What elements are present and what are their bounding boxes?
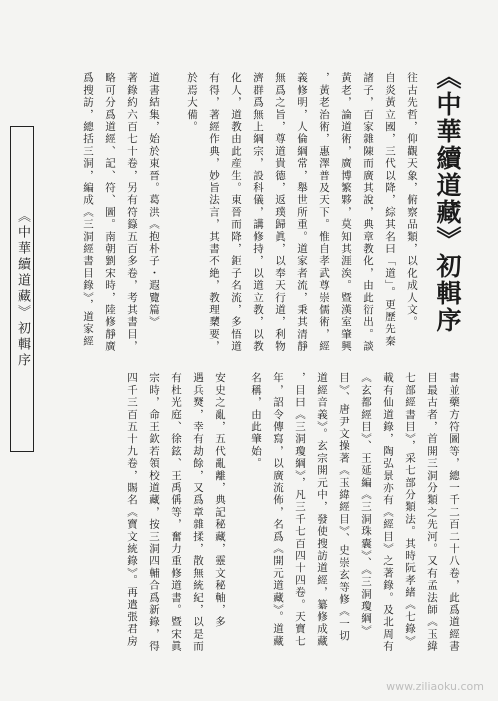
text-column: 道書結集，始於東晉。葛洪《抱朴子・遐覽篇》	[148, 72, 160, 329]
text-column: 自炎黃立國，三代以降，綜其名曰「道」。更歷先秦	[384, 72, 396, 348]
text-column: 於焉大備。	[186, 72, 198, 133]
text-column: 著錄約六百七十卷，另有符籙五百多卷，考其書目，	[126, 72, 138, 353]
text-column: 略可分爲道經、記、符、圖。南朝劉宋時，陸修靜廣	[104, 72, 116, 353]
text-column: 四千三百五十九卷，賜名《寶文統錄》。再遣張君房	[126, 372, 138, 648]
text-column: 諸子，百家雜陳而廣其說，典章教化，由此衍出。談	[362, 72, 374, 353]
text-column: 名稱，由此肇始。	[250, 372, 262, 470]
text-column: 化人，道教由此産生。東晉而降，鉅子名流，多悟道	[230, 72, 242, 353]
text-column: 義修明，人倫綱常，舉世所重。道家者流，秉其清靜	[296, 72, 308, 353]
text-column: 黃老，論道術，廣博繁夥，莫知其涯涘。暨漢室肇興	[340, 72, 352, 353]
text-column: 七部經書目》，采七部分類法。其時阮孝緒《七錄》	[404, 372, 416, 648]
text-column: 目最古者，首開三洞分類之先河。又有孟法師《玉緯	[426, 372, 438, 653]
page-title: 《中華續道藏》初輯序	[433, 64, 462, 334]
watermark: www.ziliaoku.com	[386, 680, 484, 693]
text-column: 往古先哲，仰觀天象，俯察品類，以化成人文。	[406, 72, 418, 329]
text-column: 道經音義》。玄宗開元中，發使搜訪道經，纂修成藏	[316, 372, 328, 648]
text-column: 宗時，命王欽若領校道藏，按三洞四輔合爲新錄，得	[148, 372, 160, 653]
text-column: 目》、唐尹文操著《玉緯經目》、史崇玄等修《一切	[338, 372, 350, 643]
text-column: 《玄都經目》、王延編《三洞珠囊》、《三洞瓊綱》	[360, 372, 372, 637]
text-column: 遇兵燹，幸有劫餘，又爲章雜揉，散無統紀，以是而	[192, 372, 204, 653]
text-column: 安史之亂，五代亂離，典記秘藏，靈文秘軸，多	[214, 372, 226, 629]
text-column: 年，詔令傳寫，以廣流佈，名爲《開元道藏》。道藏	[272, 372, 284, 648]
text-column: 爲搜訪，總括三洞，編成《三洞經書目錄》，道家經	[82, 72, 94, 348]
text-column: 載有仙道錄，陶弘景亦有《經目》之著錄。及北周有	[382, 372, 394, 653]
text-column: 有杜光庭、徐鉉、王禹偁等，奮力重修道書。暨宋眞	[170, 372, 182, 653]
text-column: 有得，著經作典，妙旨法言，其書不絶，教理櫫要，	[208, 72, 220, 353]
text-column: 濟群爲無上綱宗，設科儀，講修持，以道立教，以教	[252, 72, 264, 353]
text-column: 書並藥方符圖等，總一千二百二十八卷，此爲道經書	[448, 372, 460, 653]
text-column: ，黃老治術，惠澤普及天下。惟自孝武尊崇儒術，經	[318, 72, 330, 353]
section-tab-label: 《中華續道藏》初輯序	[10, 126, 34, 452]
text-column: 無爲之旨，尊道貴德，返璞歸眞，以奉天行道，利物	[274, 72, 286, 353]
text-column: ，目曰《三洞瓊綱》，凡三千七百四十四卷。天寶七	[294, 372, 306, 648]
